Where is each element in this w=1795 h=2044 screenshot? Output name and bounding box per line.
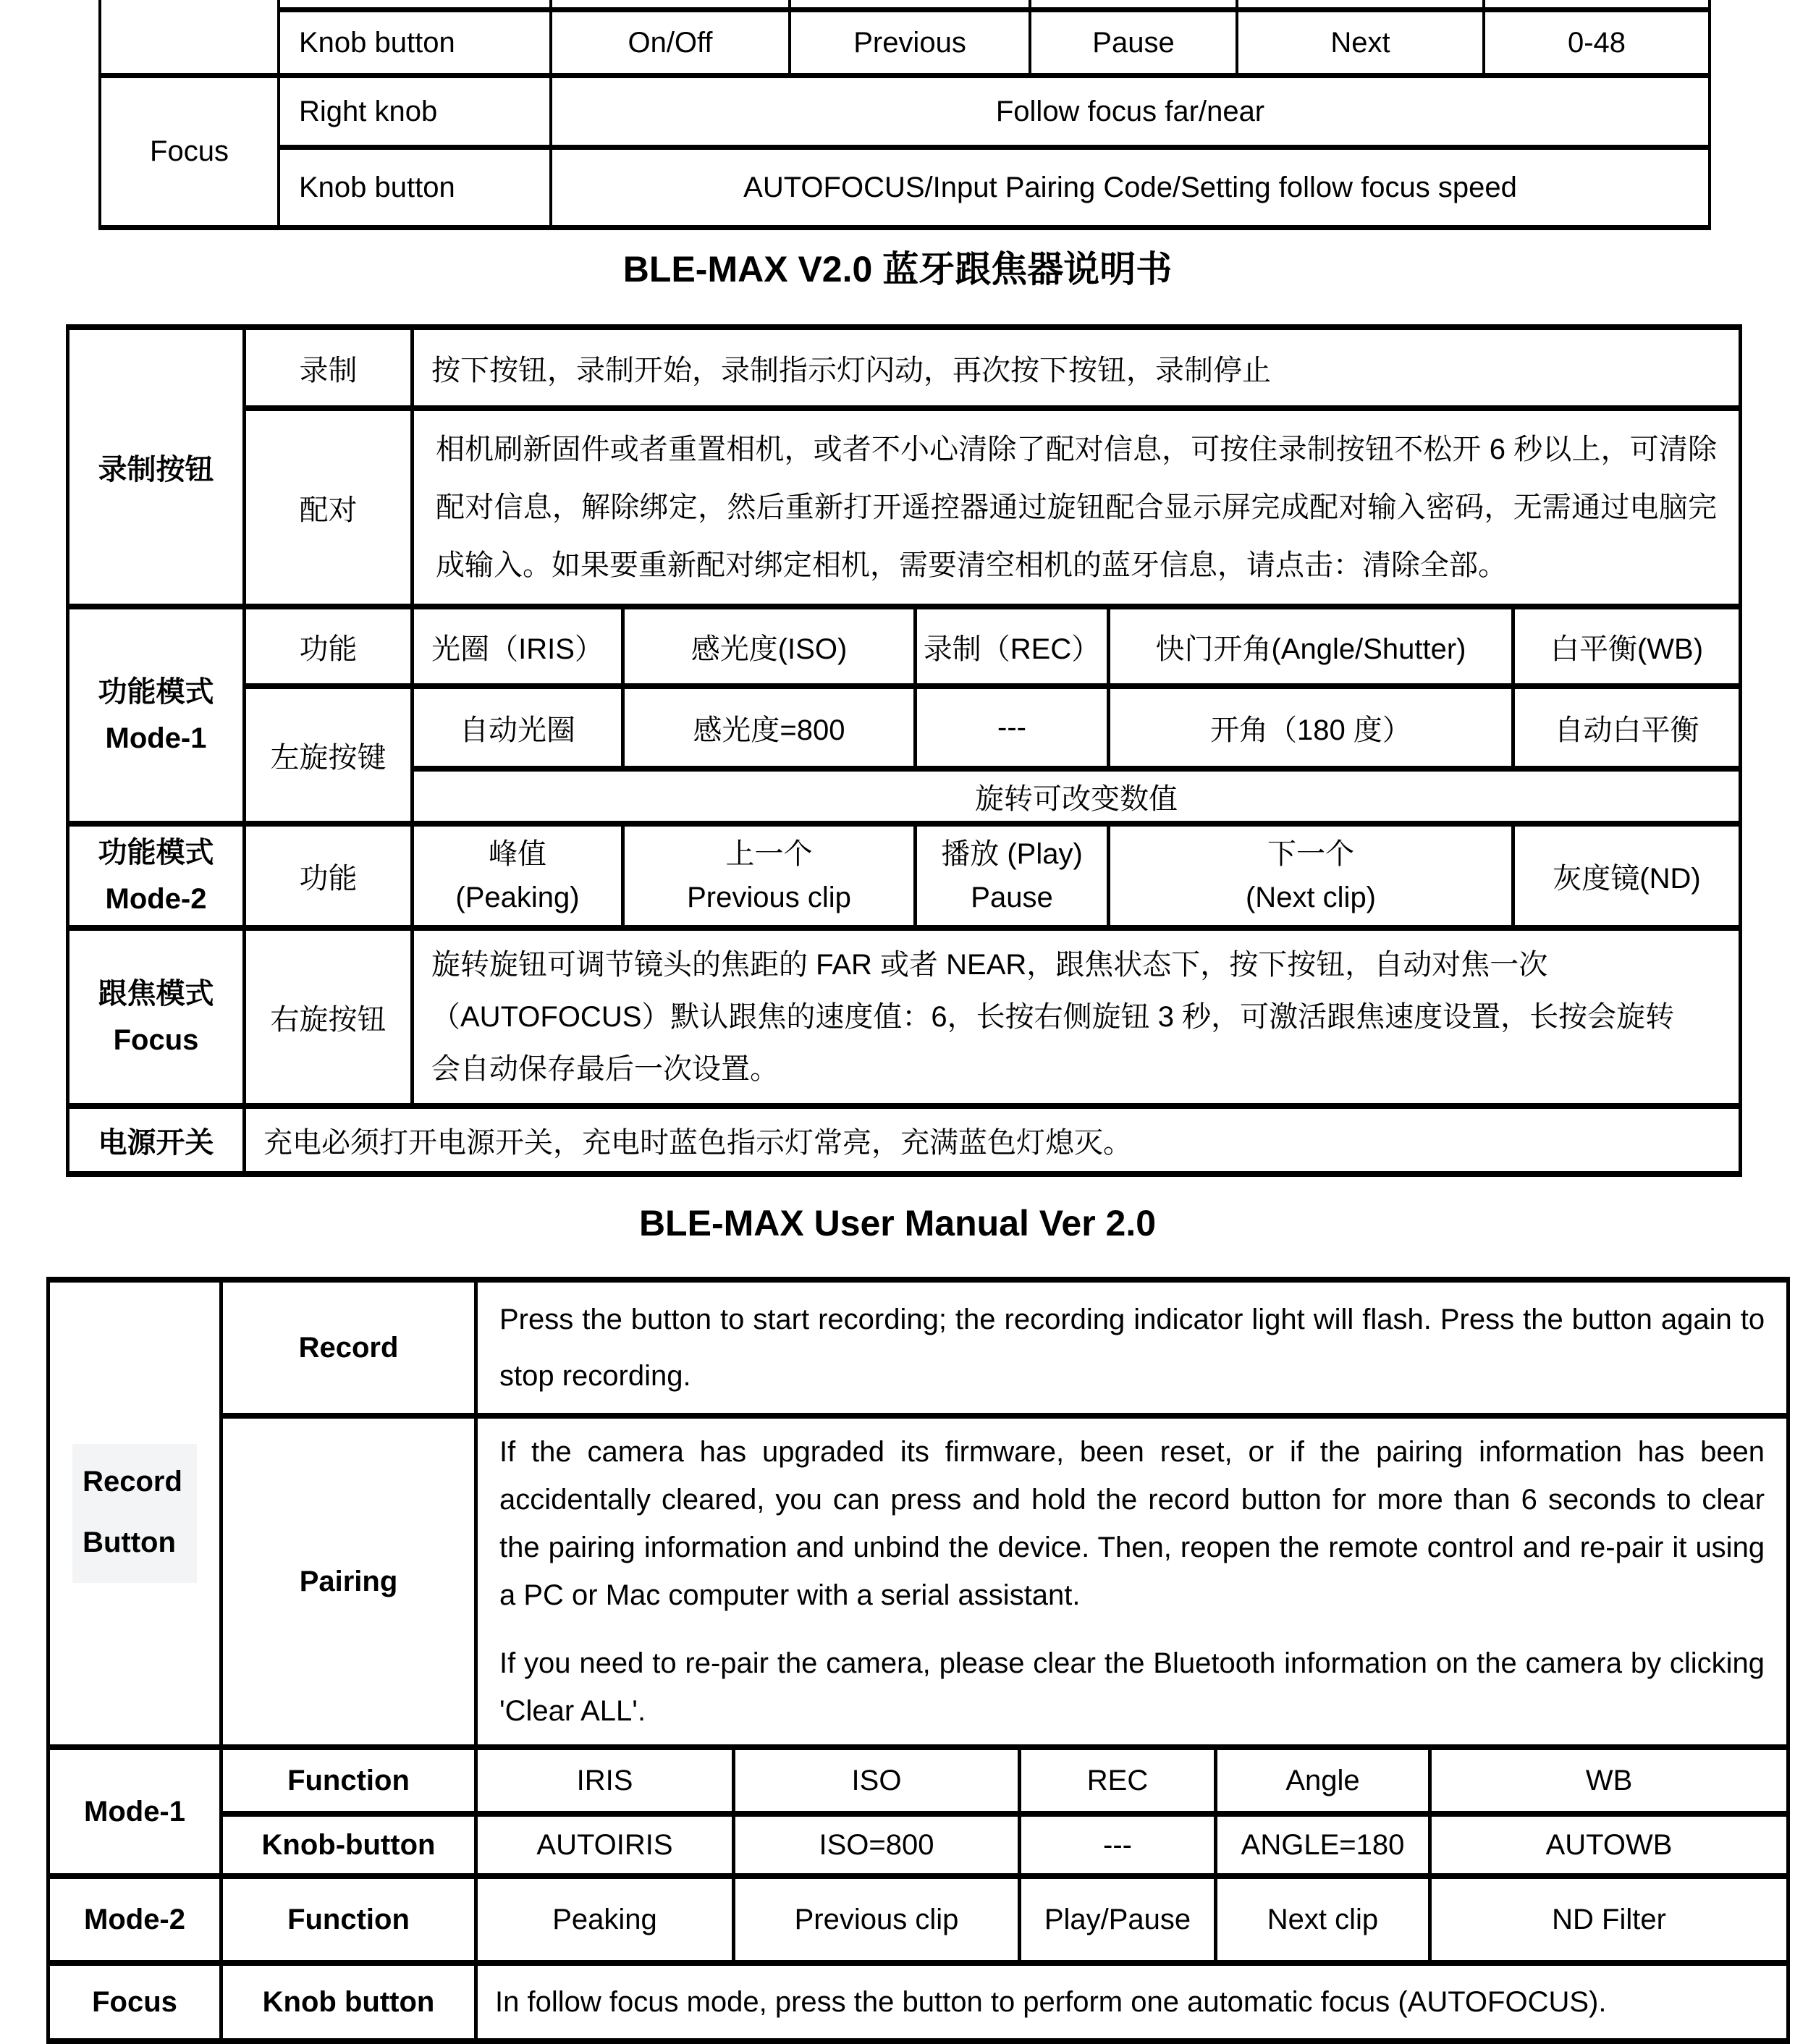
cn-record-category: 录制按钮 xyxy=(68,327,245,607)
cn-manual-table xyxy=(66,324,1742,1177)
cn-mode1-category xyxy=(68,607,245,824)
cn-pairing-row xyxy=(68,408,1741,607)
remote-buttons-table-partial xyxy=(98,0,1711,230)
cn-focus-knob-label: 右旋按钮 xyxy=(245,928,413,1106)
cn-mode1-func-iso: 感光度(ISO) xyxy=(623,607,916,686)
right-knob-label: Right knob xyxy=(279,76,551,148)
cn-focus-category xyxy=(68,928,245,1106)
en-mode1-func-angle: Angle xyxy=(1216,1747,1430,1814)
en-mode2-func-label: Function xyxy=(221,1876,476,1963)
en-mode1-func-iris: IRIS xyxy=(476,1747,734,1814)
cn-mode2-nd: 灰度镜(ND) xyxy=(1513,824,1741,928)
en-mode1-val-autoiris: AUTOIRIS xyxy=(476,1814,734,1876)
knob-button-row-2 xyxy=(100,148,1710,228)
en-mode1-knob-label: Knob-button xyxy=(221,1814,476,1876)
cn-mode1-val-dash: --- xyxy=(916,686,1109,769)
focus-category-label: Focus xyxy=(100,76,279,228)
cn-mode1-func-rec: 录制（REC） xyxy=(916,607,1109,686)
en-mode1-val-angle: ANGLE=180 xyxy=(1216,1814,1430,1876)
cn-pairing-label: 配对 xyxy=(245,408,413,607)
cn-mode2-func-label: 功能 xyxy=(245,824,413,928)
cn-mode2-peaking: 峰值 (Peaking) xyxy=(413,824,623,928)
en-record-row xyxy=(48,1280,1788,1416)
cn-mode1-category-line1: 功能模式 xyxy=(98,676,214,708)
category-cell-cutoff xyxy=(100,0,279,76)
cn-focus-desc xyxy=(413,928,1741,1106)
en-mode1-func-label: Function xyxy=(221,1747,476,1814)
en-mode1-val-awb: AUTOWB xyxy=(1430,1814,1788,1876)
en-pairing-row xyxy=(48,1416,1788,1747)
en-focus-row xyxy=(48,1963,1788,2041)
en-focus-category: Focus xyxy=(48,1963,221,2041)
en-record-category-line1: Record xyxy=(83,1466,182,1498)
en-mode2-previous: Previous clip xyxy=(734,1876,1020,1963)
en-mode2-category: Mode-2 xyxy=(48,1876,221,1963)
cn-mode1-func-angle: 快门开角(Angle/Shutter) xyxy=(1109,607,1513,686)
value-previous: Previous xyxy=(790,10,1030,76)
en-pairing-paragraph1: If the camera has upgraded its firmware, been reset, or if the pairing information has been accidentally cleared, you can press and hold the record button for more than 6 seconds to clear the pairing information and unbind the device. Then, reopen the remote control and re-pair it using a PC or Mac computer with a serial assistant. xyxy=(499,1436,1765,1611)
en-mode2-peaking: Peaking xyxy=(476,1876,734,1963)
value-pause: Pause xyxy=(1030,10,1237,76)
value-next: Next xyxy=(1237,10,1484,76)
en-pairing-desc xyxy=(476,1416,1788,1747)
cn-mode1-val-iso: 感光度=800 xyxy=(623,686,916,769)
en-record-category xyxy=(48,1280,221,1747)
cn-power-category: 电源开关 xyxy=(68,1106,245,1174)
cn-mode1-func-label: 功能 xyxy=(245,607,413,686)
en-focus-knob-label: Knob button xyxy=(221,1963,476,2041)
cn-mode2-previous: 上一个 Previous clip xyxy=(623,824,916,928)
en-manual-table xyxy=(46,1277,1790,2044)
cn-pairing-desc: 相机刷新固件或者重置相机，或者不小心清除了配对信息，可按住录制按钮不松开 6 秒以上，可清除配对信息，解除绑定，然后重新打开遥控器通过旋钮配合显示屏完成配对输入密码，无需通过电脑完成输入。如果要重新配对绑定相机，需要清空相机的蓝牙信息，请点击：清除全部。 xyxy=(413,408,1741,607)
cn-mode1-func-wb: 白平衡(WB) xyxy=(1513,607,1741,686)
cn-mode1-category-line2: Mode-1 xyxy=(105,722,207,754)
cn-focus-desc-line1: 旋转旋钮可调节镜头的焦距的 FAR 或者 NEAR，跟焦状态下，按下按钮，自动对焦一次 xyxy=(431,949,1548,981)
cn-focus-desc-line3: 会自动保存最后一次设置。 xyxy=(431,1053,779,1085)
en-record-desc: Press the button to start recording; the recording indicator light will flash. Press the button again to stop recording. xyxy=(476,1280,1788,1416)
en-mode2-nd: ND Filter xyxy=(1430,1876,1788,1963)
en-mode1-function-row xyxy=(48,1747,1788,1814)
right-knob-desc: Follow focus far/near xyxy=(551,76,1710,148)
en-pairing-paragraph2: If you need to re-pair the camera, please clear the Bluetooth information on the camera by clicking 'Clear ALL'. xyxy=(499,1647,1765,1727)
en-mode1-func-rec: REC xyxy=(1020,1747,1216,1814)
cn-mode1-func-iris: 光圈（IRIS） xyxy=(413,607,623,686)
en-mode2-next: Next clip xyxy=(1216,1876,1430,1963)
cn-focus-row xyxy=(68,928,1741,1106)
knob-button-desc: AUTOFOCUS/Input Pairing Code/Setting follow focus speed xyxy=(551,148,1710,228)
en-focus-desc: In follow focus mode, press the button to perform one automatic focus (AUTOFOCUS). xyxy=(476,1963,1788,2041)
knob-button-label-2: Knob button xyxy=(279,148,551,228)
cn-mode1-knob-label: 左旋按键 xyxy=(245,686,413,824)
cn-mode1-val-awb: 自动白平衡 xyxy=(1513,686,1741,769)
value-on-off: On/Off xyxy=(551,10,790,76)
cn-mode1-val-angle: 开角（180 度） xyxy=(1109,686,1513,769)
empty-cell xyxy=(1030,0,1237,10)
cn-focus-category-line2: Focus xyxy=(113,1024,199,1056)
cn-power-desc: 充电必须打开电源开关，充电时蓝色指示灯常亮，充满蓝色灯熄灭。 xyxy=(245,1106,1741,1174)
cn-mode2-row xyxy=(68,824,1741,928)
empty-cell xyxy=(790,0,1030,10)
en-manual-title: BLE-MAX User Manual Ver 2.0 xyxy=(638,1203,1157,1243)
cn-mode2-category xyxy=(68,824,245,928)
cn-mode1-function-row xyxy=(68,607,1741,686)
cn-record-desc: 按下按钮，录制开始，录制指示灯闪动，再次按下按钮，录制停止 xyxy=(413,327,1741,408)
empty-cell xyxy=(1484,0,1710,10)
en-mode1-knob-row xyxy=(48,1814,1788,1876)
en-mode1-val-iso: ISO=800 xyxy=(734,1814,1020,1876)
cn-manual-title: BLE-MAX V2.0 蓝牙跟焦器说明书 xyxy=(622,249,1173,290)
cn-mode2-play-pause: 播放 (Play) Pause xyxy=(916,824,1109,928)
cn-record-row xyxy=(68,327,1741,408)
cn-mode2-category-line2: Mode-2 xyxy=(105,883,207,915)
en-mode2-row xyxy=(48,1876,1788,1963)
record-button-highlight xyxy=(72,1444,197,1583)
en-mode1-val-dash: --- xyxy=(1020,1814,1216,1876)
cn-power-row xyxy=(68,1106,1741,1174)
empty-cell xyxy=(551,0,790,10)
en-record-category-line2: Button xyxy=(83,1526,176,1558)
empty-cell xyxy=(1237,0,1484,10)
en-mode1-func-iso: ISO xyxy=(734,1747,1020,1814)
cn-mode1-knob-row xyxy=(68,686,1741,769)
en-pairing-label: Pairing xyxy=(221,1416,476,1747)
cn-mode1-rotate-note: 旋转可改变数值 xyxy=(413,769,1741,824)
en-mode2-play-pause: Play/Pause xyxy=(1020,1876,1216,1963)
cn-mode2-next: 下一个 (Next clip) xyxy=(1109,824,1513,928)
empty-cell xyxy=(279,0,551,10)
cn-record-label: 录制 xyxy=(245,327,413,408)
en-mode1-func-wb: WB xyxy=(1430,1747,1788,1814)
cn-mode2-category-line1: 功能模式 xyxy=(98,837,214,869)
en-mode1-category: Mode-1 xyxy=(48,1747,221,1876)
en-record-label: Record xyxy=(221,1280,476,1416)
knob-button-label: Knob button xyxy=(279,10,551,76)
value-range: 0-48 xyxy=(1484,10,1710,76)
table-row-cutoff xyxy=(100,0,1710,10)
cn-focus-category-line1: 跟焦模式 xyxy=(98,978,214,1010)
knob-button-row xyxy=(100,10,1710,76)
cn-focus-desc-line2: （AUTOFOCUS）默认跟焦的速度值：6，长按右侧旋钮 3 秒，可激活跟焦速度设置，长按会旋转 xyxy=(431,1001,1675,1033)
cn-mode1-val-autoiris: 自动光圈 xyxy=(413,686,623,769)
right-knob-row xyxy=(100,76,1710,148)
